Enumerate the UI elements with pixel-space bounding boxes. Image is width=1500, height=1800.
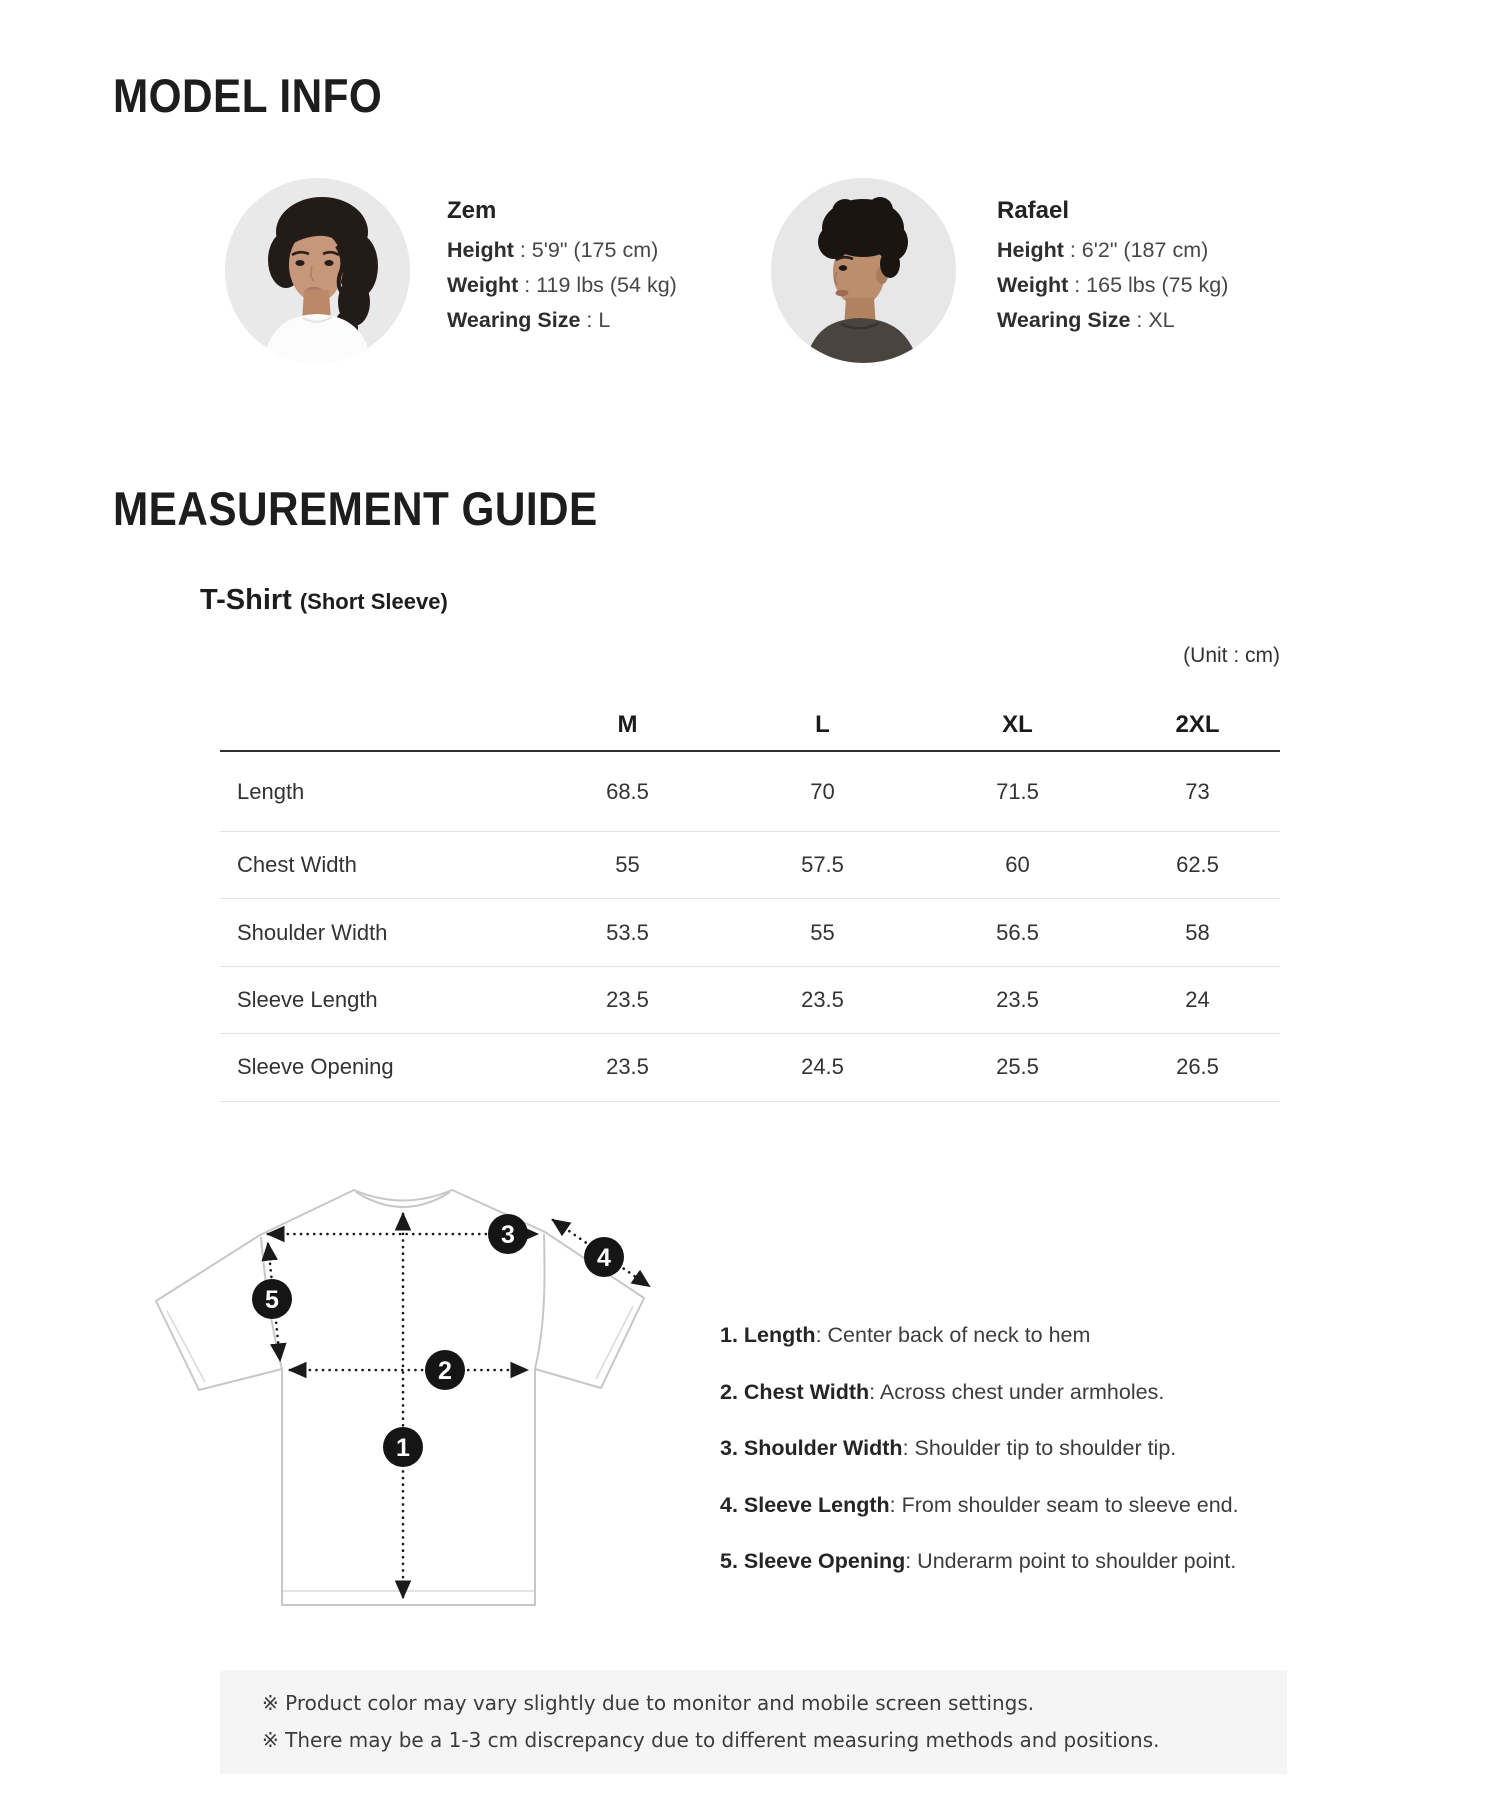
model-card-zem <box>447 197 677 339</box>
product-name: T-Shirt <box>200 584 292 616</box>
notes-box <box>220 1670 1287 1774</box>
table-row: Shoulder Width 53.5 55 56.5 58 <box>220 899 1280 966</box>
table-row: Sleeve Opening 23.5 24.5 25.5 26.5 <box>220 1034 1280 1101</box>
size-column-l: L <box>815 711 830 738</box>
model-photo-rafael-illustration <box>771 178 956 363</box>
measurement-definitions <box>720 1307 1239 1590</box>
unit-note: (Unit : cm) <box>1183 644 1280 667</box>
diagram-point-2 <box>425 1350 465 1390</box>
tshirt-measurement-diagram <box>120 1150 680 1610</box>
svg-text:2: 2 <box>438 1357 452 1385</box>
svg-text:5: 5 <box>265 1286 279 1314</box>
svg-text:1: 1 <box>396 1434 410 1462</box>
model-name: Zem <box>447 197 497 224</box>
diagram-point-3 <box>488 1214 528 1254</box>
definition-sleeve-opening: 5. Sleeve Opening: Underarm point to shoulder point. <box>720 1549 1237 1574</box>
note-discrepancy-disclaimer: ※ There may be a 1-3 cm discrepancy due to different measuring methods and positions. <box>262 1728 1160 1752</box>
tshirt-outline <box>156 1190 644 1605</box>
diagram-point-4 <box>584 1237 624 1277</box>
model-weight: Weight : 119 lbs (54 kg) <box>447 273 677 298</box>
table-row: Length 68.5 70 71.5 73 <box>220 752 1280 832</box>
model-photo-zem <box>225 178 410 363</box>
model-height: Height : 6'2" (187 cm) <box>997 238 1209 262</box>
svg-text:4: 4 <box>597 1244 611 1272</box>
size-column-m: M <box>617 711 638 738</box>
model-photo-zem-illustration <box>225 178 410 363</box>
model-wearing-size: Wearing Size : XL <box>997 308 1175 333</box>
table-row: Chest Width 55 57.5 60 62.5 <box>220 832 1280 899</box>
measurement-guide-title: MEASUREMENT GUIDE <box>113 482 598 535</box>
model-card-rafael <box>997 197 1228 339</box>
definition-sleeve-length: 4. Sleeve Length: From shoulder seam to sleeve end. <box>720 1492 1239 1517</box>
svg-text:3: 3 <box>501 1221 515 1249</box>
definition-chest-width: 2. Chest Width: Across chest under armholes. <box>720 1379 1165 1404</box>
model-weight: Weight : 165 lbs (75 kg) <box>997 273 1229 298</box>
model-height: Height : 5'9" (175 cm) <box>447 238 659 262</box>
size-table <box>220 700 1280 1102</box>
product-subtitle: (Short Sleeve) <box>299 589 448 614</box>
definition-shoulder-width: 3. Shoulder Width: Shoulder tip to shoulder tip. <box>720 1436 1177 1461</box>
product-title <box>200 584 448 617</box>
definition-length: 1. Length: Center back of neck to hem <box>720 1323 1091 1347</box>
model-info-title: MODEL INFO <box>113 69 383 122</box>
model-name: Rafael <box>997 197 1070 224</box>
model-photo-rafael <box>771 178 956 363</box>
diagram-point-5 <box>252 1279 292 1319</box>
size-column-2xl: 2XL <box>1175 711 1220 738</box>
diagram-point-1 <box>383 1427 423 1467</box>
model-wearing-size: Wearing Size : L <box>447 308 611 333</box>
size-table-header-row <box>220 700 1280 752</box>
note-color-disclaimer: ※ Product color may vary slightly due to monitor and mobile screen settings. <box>262 1691 1035 1715</box>
table-row: Sleeve Length 23.5 23.5 23.5 24 <box>220 967 1280 1034</box>
size-column-xl: XL <box>1002 711 1033 738</box>
